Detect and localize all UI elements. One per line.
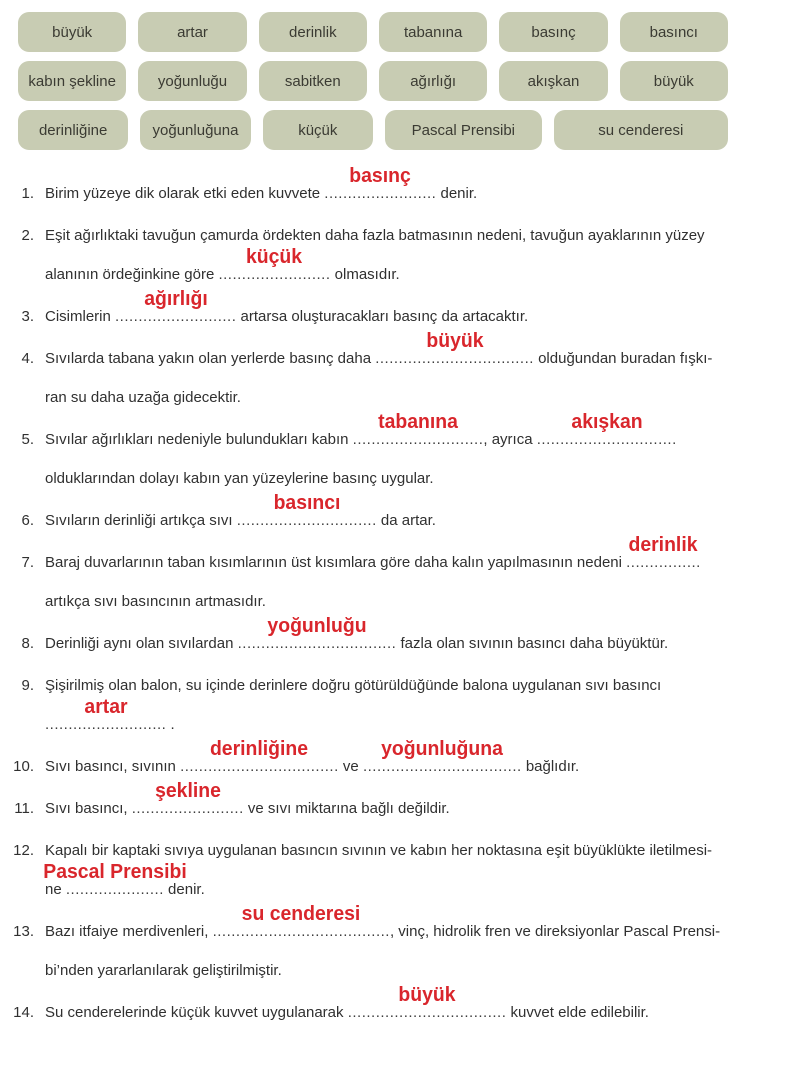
- question-line: [45, 411, 763, 459]
- blank-dots: ..................................: [375, 350, 534, 367]
- word-chip: [620, 12, 728, 52]
- question-number: 4.: [21, 350, 34, 367]
- handwritten-answer: büyük: [398, 984, 456, 1006]
- handwritten-answer: su cenderesi: [241, 903, 361, 925]
- question-number: 12.: [13, 842, 34, 859]
- question-text: ve: [338, 758, 363, 775]
- question-text: Sıvı basıncı, sıvının: [45, 758, 181, 775]
- word-chip-label: yoğunluğuna: [152, 121, 239, 139]
- answer-blank: [218, 246, 331, 294]
- word-chip-label: derinliğine: [38, 121, 108, 139]
- question-item: [10, 780, 763, 828]
- question-line: [45, 666, 763, 705]
- word-chip: [620, 61, 728, 101]
- word-chip-label: tabanına: [403, 23, 463, 41]
- question-item: [10, 534, 763, 621]
- question-text: Sıvıların derinliği artıkça sıvı: [45, 512, 237, 529]
- question-body: [45, 738, 763, 786]
- word-chip: [499, 61, 607, 101]
- question-text: denir.: [436, 185, 478, 202]
- answer-blank: [236, 492, 377, 540]
- question-text: bağlıdır.: [521, 758, 580, 775]
- answer-blank: [115, 288, 237, 336]
- question-body: [45, 534, 763, 621]
- question-item: [10, 831, 763, 909]
- handwritten-answer: basıncı: [273, 492, 341, 514]
- question-item: [10, 288, 763, 336]
- question-body: [45, 411, 763, 498]
- answer-blank: [212, 903, 390, 951]
- question-text: da artar.: [376, 512, 436, 529]
- question-line: [45, 582, 763, 621]
- word-bank: [18, 12, 728, 150]
- question-item: [10, 984, 763, 1032]
- question-line: [45, 615, 763, 663]
- blank-dots: ............................: [352, 431, 484, 448]
- question-text: olmasıdır.: [330, 266, 400, 283]
- answer-blank: [352, 411, 484, 459]
- handwritten-answer: derinliğine: [210, 738, 309, 760]
- question-number: 2.: [21, 227, 34, 244]
- word-chip-label: Pascal Prensibi: [411, 121, 516, 139]
- question-text: , vinç, hidrolik fren ve direksiyonlar Pascal Prensi-: [389, 923, 721, 940]
- blank-dots: ..................................: [237, 635, 397, 652]
- question-text: Şişirilmiş olan balon, su içinde derinlere doğru götürüldüğünde balona uygulanan sıvı basıncı: [45, 677, 662, 694]
- question-line: [45, 330, 763, 378]
- blank-dots: ..................................: [347, 1004, 507, 1021]
- word-chip-label: basıncı: [649, 23, 698, 41]
- question-text: Su cenderelerinde küçük kuvvet uygulanarak: [45, 1004, 348, 1021]
- word-chip-label: kabın şekline: [28, 72, 116, 90]
- question-text: Sıvılarda tabana yakın olan yerlerde basınç daha: [45, 350, 376, 367]
- blank-dots: ..........................: [45, 716, 167, 733]
- blank-dots: ........................: [324, 185, 437, 202]
- question-text: ran su daha uzağa gidecektir.: [45, 389, 241, 406]
- blank-dots: ......................................: [212, 923, 390, 940]
- question-number: 7.: [21, 554, 34, 571]
- question-text: denir.: [163, 881, 205, 898]
- question-text: .: [166, 716, 175, 733]
- question-line: [45, 780, 763, 828]
- question-list: [10, 165, 763, 1032]
- question-text: Kapalı bir kaptaki sıvıya uygulanan basıncın sıvının ve kabın her noktasına eşit büyüklükte iletilmesi-: [45, 842, 713, 859]
- answer-blank: [237, 615, 397, 663]
- question-text: artıkça sıvı basıncının artmasıdır.: [45, 593, 266, 610]
- word-chip: [18, 61, 126, 101]
- word-chip-label: büyük: [653, 72, 694, 90]
- word-chip-label: artar: [177, 23, 208, 41]
- question-text: Cisimlerin: [45, 308, 116, 325]
- handwritten-answer: akışkan: [571, 411, 643, 433]
- word-chip-label: basınç: [531, 23, 576, 41]
- question-line: [45, 216, 763, 255]
- handwritten-answer: Pascal Prensibi: [43, 861, 187, 883]
- word-chip-label: büyük: [52, 23, 93, 41]
- blank-dots: ........................: [218, 266, 331, 283]
- question-item: [10, 411, 763, 498]
- answer-blank: [131, 780, 244, 828]
- question-line: [45, 165, 763, 213]
- question-text: olduğundan buradan fışkı-: [533, 350, 713, 367]
- handwritten-answer: artar: [84, 696, 128, 718]
- blank-dots: ................: [626, 554, 701, 571]
- word-chip: [259, 12, 367, 52]
- word-chip: [499, 12, 607, 52]
- word-chip-label: ağırlığı: [410, 72, 457, 90]
- handwritten-answer: yoğunluğu: [267, 615, 367, 637]
- question-line: [45, 903, 763, 951]
- question-number: 9.: [21, 677, 34, 694]
- answer-blank: [347, 984, 507, 1032]
- question-item: [10, 165, 763, 213]
- question-number: 3.: [21, 308, 34, 325]
- blank-dots: ..............................: [236, 512, 377, 529]
- question-item: [10, 615, 763, 663]
- question-text: olduklarından dolayı kabın yan yüzeylerine basınç uygular.: [45, 470, 434, 487]
- word-chip: [138, 61, 246, 101]
- word-chip-label: sabitken: [284, 72, 341, 90]
- handwritten-answer: küçük: [246, 246, 303, 268]
- question-body: [45, 984, 763, 1032]
- question-text: ve sıvı miktarına bağlı değildir.: [243, 800, 450, 817]
- question-number: 6.: [21, 512, 34, 529]
- word-chip: [18, 12, 126, 52]
- question-text: Eşit ağırlıktaki tavuğun çamurda ördekten daha fazla batmasının nedeni, tavuğun ayaklarının yüzey: [45, 227, 705, 244]
- word-chip: [18, 110, 128, 150]
- answer-blank: [626, 534, 701, 582]
- answer-blank: [324, 165, 437, 213]
- word-chip-label: su cenderesi: [598, 121, 684, 139]
- handwritten-answer: büyük: [425, 330, 484, 352]
- blank-dots: .....................: [65, 881, 164, 898]
- word-bank-row: [18, 110, 728, 150]
- question-line: [45, 534, 763, 582]
- blank-dots: ..........................: [115, 308, 237, 325]
- question-text: artarsa oluşturacakları basınç da artacaktır.: [236, 308, 529, 325]
- handwritten-answer: şekline: [154, 780, 221, 802]
- question-text: fazla olan sıvının basıncı daha büyüktür.: [396, 635, 669, 652]
- question-text: Sıvılar ağırlıkları nedeniyle bulundukları kabın: [45, 431, 353, 448]
- word-chip: [554, 110, 728, 150]
- handwritten-answer: derinlik: [628, 534, 698, 556]
- answer-blank: [375, 330, 534, 378]
- question-text: kuvvet elde edilebilir.: [506, 1004, 649, 1021]
- question-text: Birim yüzeye dik olarak etki eden kuvvete: [45, 185, 325, 202]
- answer-blank: [362, 738, 522, 786]
- question-line: [43, 861, 763, 909]
- question-text: , ayrıca: [483, 431, 537, 448]
- question-line: [45, 984, 763, 1032]
- blank-dots: ..............................: [536, 431, 677, 448]
- question-number: 1.: [21, 185, 34, 202]
- question-text: bi’nden yararlanılarak geliştirilmiştir.: [45, 962, 282, 979]
- question-number: 5.: [21, 431, 34, 448]
- answer-blank: [45, 696, 167, 744]
- word-chip-label: derinlik: [289, 23, 337, 41]
- question-text: Baraj duvarlarının taban kısımlarının üst kısımlara göre daha kalın yapılmasının nedeni: [45, 554, 627, 571]
- question-body: [45, 288, 763, 336]
- question-number: 13.: [13, 923, 34, 940]
- word-chip: [379, 61, 487, 101]
- question-number: 11.: [14, 800, 34, 817]
- handwritten-answer: yoğunluğuna: [381, 738, 504, 760]
- question-item: [10, 216, 763, 294]
- question-number: 10.: [13, 758, 34, 775]
- question-text: ne: [45, 881, 66, 898]
- word-chip-label: yoğunluğu: [157, 72, 228, 90]
- question-text: Sıvı basıncı,: [45, 800, 132, 817]
- word-chip: [259, 61, 367, 101]
- handwritten-answer: basınç: [349, 165, 412, 187]
- word-chip-label: akışkan: [527, 72, 580, 90]
- blank-dots: ..................................: [180, 758, 339, 775]
- question-number: 14.: [13, 1004, 34, 1021]
- question-body: [45, 165, 763, 213]
- question-line: [45, 459, 763, 498]
- handwritten-answer: tabanına: [378, 411, 458, 433]
- handwritten-answer: ağırlığı: [143, 288, 208, 310]
- question-body: [45, 831, 763, 909]
- word-chip: [379, 12, 487, 52]
- word-chip: [385, 110, 542, 150]
- question-line: [45, 738, 763, 786]
- question-body: [45, 615, 763, 663]
- question-text: alanının ördeğinkine göre: [45, 266, 219, 283]
- blank-dots: ..................................: [362, 758, 522, 775]
- word-chip-label: küçük: [298, 121, 338, 139]
- word-bank-row: [18, 61, 728, 101]
- answer-blank: [536, 411, 677, 459]
- question-item: [10, 738, 763, 786]
- word-bank-row: [18, 12, 728, 52]
- question-number: 8.: [21, 635, 34, 652]
- question-item: [10, 903, 763, 990]
- word-chip: [138, 12, 246, 52]
- question-body: [45, 780, 763, 828]
- question-text: Derinliği aynı olan sıvılardan: [45, 635, 238, 652]
- question-text: Bazı itfaiye merdivenleri,: [45, 923, 213, 940]
- word-chip: [263, 110, 373, 150]
- blank-dots: ........................: [131, 800, 244, 817]
- word-chip: [140, 110, 250, 150]
- question-line: [45, 288, 763, 336]
